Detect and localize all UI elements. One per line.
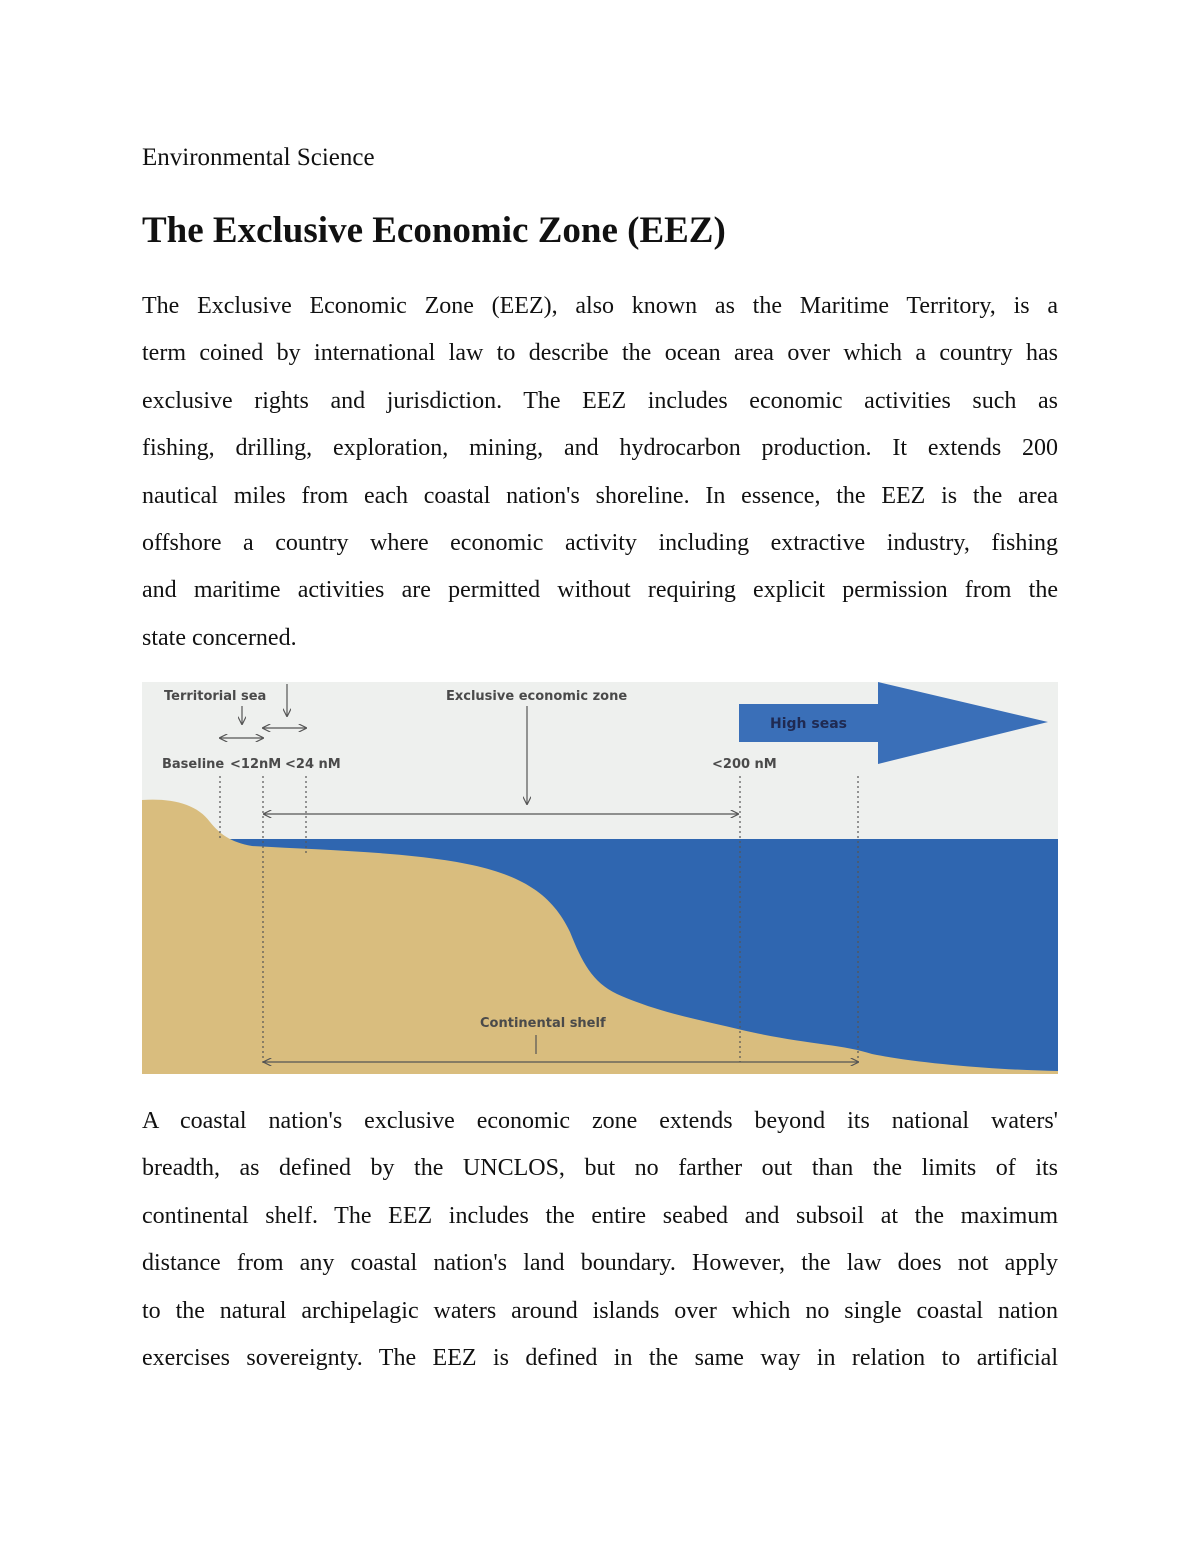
high-seas-label: High seas [770,716,847,732]
paragraph-line: offshore a country where economic activity including extractive industry, fishing [142,529,1058,556]
limit-12nm-label: <12nM [230,757,282,772]
paragraph-line: The Exclusive Economic Zone (EEZ), also known as the Maritime Territory, is a [142,293,1058,319]
paragraph-line: continental shelf. The EEZ includes the entire seabed and subsoil at the maximum [142,1202,1058,1229]
paragraph-line: state concerned. [142,624,297,651]
paragraph-line: distance from any coastal nation's land boundary. However, the law does not apply [142,1250,1058,1277]
paragraph-line: exercises sovereignty. The EEZ is defined in the same way in relation to artificial [142,1344,1058,1371]
paragraph-line: and maritime activities are permitted without requiring explicit permission from the [142,577,1058,604]
continental-shelf-label: Continental shelf [480,1016,606,1031]
paragraph-line: exclusive rights and jurisdiction. The EEZ includes economic activities such as [142,387,1058,414]
territorial-sea-label: Territorial sea [164,689,267,704]
eez-label: Exclusive economic zone [446,689,628,704]
subject-heading: Environmental Science [142,144,375,171]
document-title: The Exclusive Economic Zone (EEZ) [142,210,726,251]
paragraph-line: fishing, drilling, exploration, mining, and hydrocarbon production. It extends 200 [142,435,1058,462]
paragraph-line: to the natural archipelagic waters around islands over which no single coastal nation [142,1297,1058,1324]
limit-200nm-label: <200 nM [712,757,777,772]
paragraph-2 [142,1098,1058,1382]
limit-24nm-label: <24 nM [285,757,341,772]
paragraph-line: nautical miles from each coastal nation's shoreline. In essence, the EEZ is the area [142,482,1058,509]
paragraph-line: breadth, as defined by the UNCLOS, but no farther out than the limits of its [142,1155,1058,1182]
paragraph-line: term coined by international law to describe the ocean area over which a country has [142,340,1058,367]
eez-diagram [142,682,1058,1074]
paragraph-1 [142,283,1058,662]
eez-diagram-svg [142,682,1058,1074]
paragraph-line: A coastal nation's exclusive economic zone extends beyond its national waters' [142,1108,1058,1134]
baseline-label: Baseline [162,757,225,772]
